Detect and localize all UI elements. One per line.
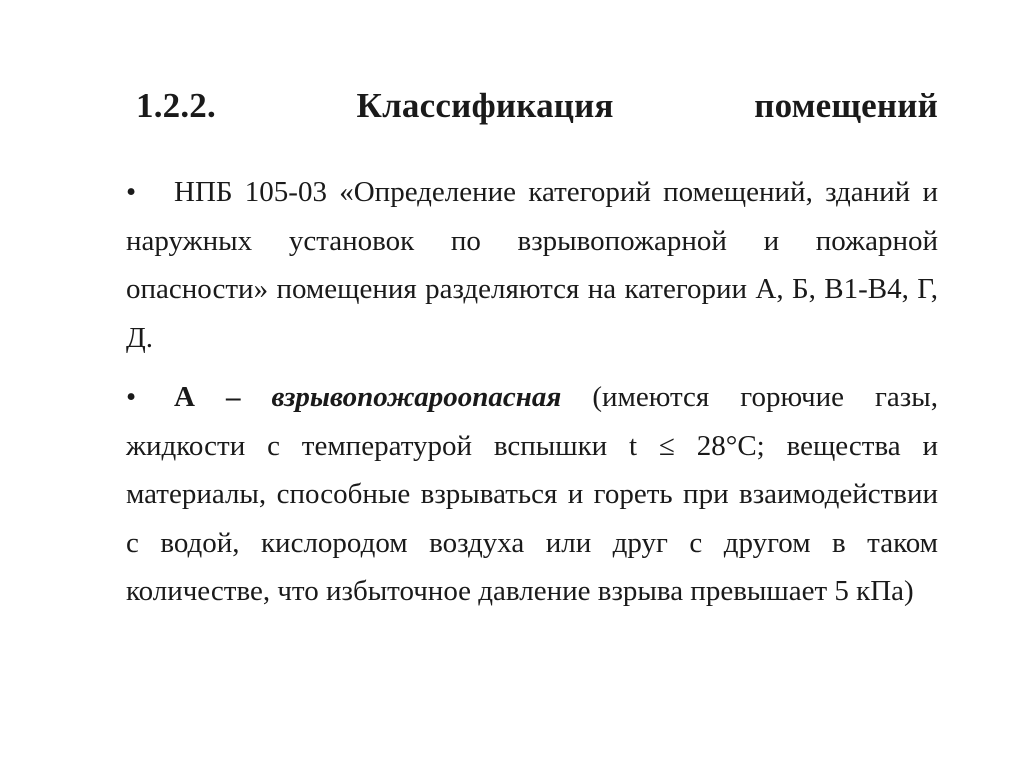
slide-title: [136, 76, 938, 136]
category-term: взрывопожароопасная: [271, 381, 562, 413]
bullet-icon: •: [126, 381, 137, 413]
title-word-rooms: помещений: [754, 86, 938, 125]
title-number: 1.2.2.: [136, 86, 216, 125]
bullet-text: (имеются горючие газы, жидкости с температурой вспышки t ≤ 28°С; вещества и материалы, способные взрываться и гореть при взаимодействии с водой, кислородом воздуха или друг с другом в таком количестве, что избыточное давление взрыва превышает 5 кПа): [126, 381, 938, 607]
bullet-icon: •: [126, 176, 137, 208]
bullet-item-category-a: [126, 373, 938, 616]
bullet-text: НПБ 105-03 «Определение категорий помещений, зданий и наружных установок по взрывопожарной и пожарной опасности» помещения разделяются на категории А, Б, В1-В4, Г, Д.: [126, 176, 938, 354]
slide-body: [126, 168, 938, 616]
bullet-item-npb: [126, 168, 938, 362]
title-word-classification: Классификация: [356, 86, 614, 125]
category-letter: А –: [174, 381, 272, 413]
